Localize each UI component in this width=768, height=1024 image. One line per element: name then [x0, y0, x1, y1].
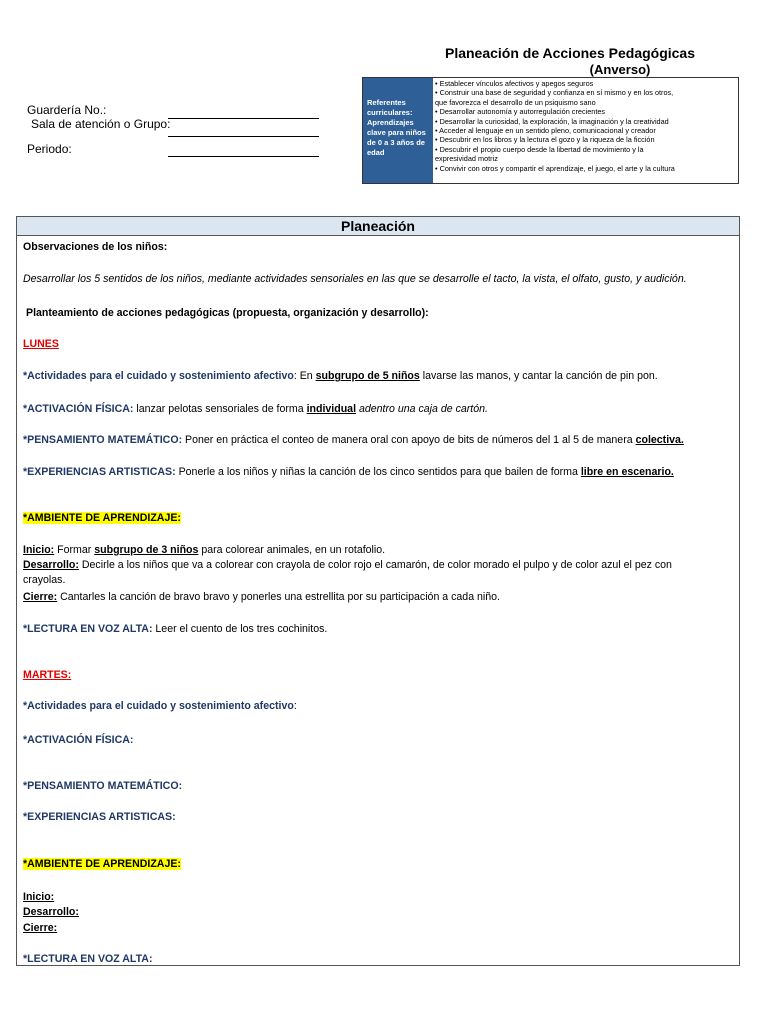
referente-item: • Acceder al lenguaje en un sentido pleno, comunicacional y creador [435, 126, 656, 136]
martes-desarrollo: Desarrollo: [23, 906, 79, 918]
guarderia-field[interactable] [168, 118, 319, 119]
lunes-experiencias: *EXPERIENCIAS ARTISTICAS: Ponerle a los niños y niñas la canción de los cinco sentidos para que bailen de forma libre en escenario. [23, 466, 674, 478]
lunes-cierre: Cierre: Cantarles la canción de bravo bravo y ponerles una estrellita por su participación a cada niño. [23, 591, 500, 603]
martes-day: MARTES: [23, 669, 72, 681]
lunes-desarrollo: Desarrollo: Decirle a los niños que va a colorear con crayola de color rojo el camarón, de color morado el pulpo y de color azul el pez con [23, 559, 672, 571]
lunes-day: LUNES [23, 338, 59, 350]
martes-pensamiento: *PENSAMIENTO MATEMÁTICO: [23, 780, 183, 792]
lunes-lectura: *LECTURA EN VOZ ALTA: Leer el cuento de los tres cochinitos. [23, 623, 328, 635]
martes-experiencias: *EXPERIENCIAS ARTISTICAS: [23, 811, 176, 823]
martes-ambiente: *AMBIENTE DE APRENDIZAJE: [23, 858, 181, 870]
martes-cuidado: *Actividades para el cuidado y sostenimiento afectivo: [23, 700, 297, 712]
observaciones-text: Desarrollar los 5 sentidos de los niños, mediante actividades sensoriales en las que se desarrolle el tacto, la vista, el olfato, gusto, y audición. [23, 273, 687, 285]
referente-item: • Desarrollar la curiosidad, la exploración, la imaginación y la creatividad [435, 116, 669, 126]
planeacion-heading: Planeación [17, 217, 739, 236]
lunes-desarrollo-cont: crayolas. [23, 574, 66, 586]
referente-item: • Descubrir el propio cuerpo desde la libertad de movimiento y la [435, 144, 644, 154]
referente-item: • Construir una base de seguridad y confianza en sí mismo y en los otros, [435, 88, 674, 98]
page-subtitle: (Anverso) [589, 62, 651, 77]
page-title: Planeación de Acciones Pedagógicas [444, 45, 696, 61]
referente-item: que favorezca el desarrollo de un psiquismo sano [435, 97, 596, 107]
referente-item: • Descubrir en los libros y la lectura el gozo y la riqueza de la ficción [435, 135, 655, 145]
martes-cierre: Cierre: [23, 922, 58, 934]
lunes-activacion: *ACTIVACIÓN FÍSICA: lanzar pelotas sensoriales de forma individual adentro una caja de cartón. [23, 403, 488, 415]
lunes-ambiente: *AMBIENTE DE APRENDIZAJE: [23, 512, 181, 524]
referente-item: • Desarrollar autonomía y autorregulación crecientes [435, 107, 606, 117]
sala-field[interactable] [168, 136, 319, 137]
sala-label: Sala de atención o Grupo: [31, 117, 171, 131]
referentes-label: Referentes curriculares: Aprendizajes clave para niños de 0 a 3 años de edad [363, 78, 433, 183]
observaciones-label: Observaciones de los niños: [23, 241, 168, 253]
referente-item: expresividad motriz [435, 154, 498, 164]
referentes-list [433, 78, 738, 183]
periodo-label: Periodo: [27, 142, 72, 156]
lunes-pensamiento: *PENSAMIENTO MATEMÁTICO: Poner en práctica el conteo de manera oral con apoyo de bits de números del 1 al 5 de manera colectiva. [23, 434, 684, 446]
planteamiento-label: Planteamiento de acciones pedagógicas (propuesta, organización y desarrollo): [26, 307, 429, 319]
martes-inicio: Inicio: [23, 891, 55, 903]
planeacion-box [16, 216, 740, 966]
referente-item: • Establecer vínculos afectivos y apegos seguros [435, 79, 594, 88]
martes-activacion: *ACTIVACIÓN FÍSICA: [23, 734, 134, 746]
guarderia-label: Guardería No.: [27, 103, 107, 117]
referentes-box [362, 77, 739, 184]
lunes-inicio: Inicio: Formar subgrupo de 3 niños para colorear animales, en un rotafolio. [23, 544, 386, 556]
referente-item: • Convivir con otros y compartir el aprendizaje, el juego, el arte y la cultura [435, 163, 675, 173]
periodo-field[interactable] [168, 156, 319, 157]
lunes-cuidado: *Actividades para el cuidado y sostenimiento afectivo: En subgrupo de 5 niños lavarse las manos, y cantar la canción de pin pon. [23, 370, 658, 382]
martes-lectura: *LECTURA EN VOZ ALTA: [23, 953, 153, 965]
